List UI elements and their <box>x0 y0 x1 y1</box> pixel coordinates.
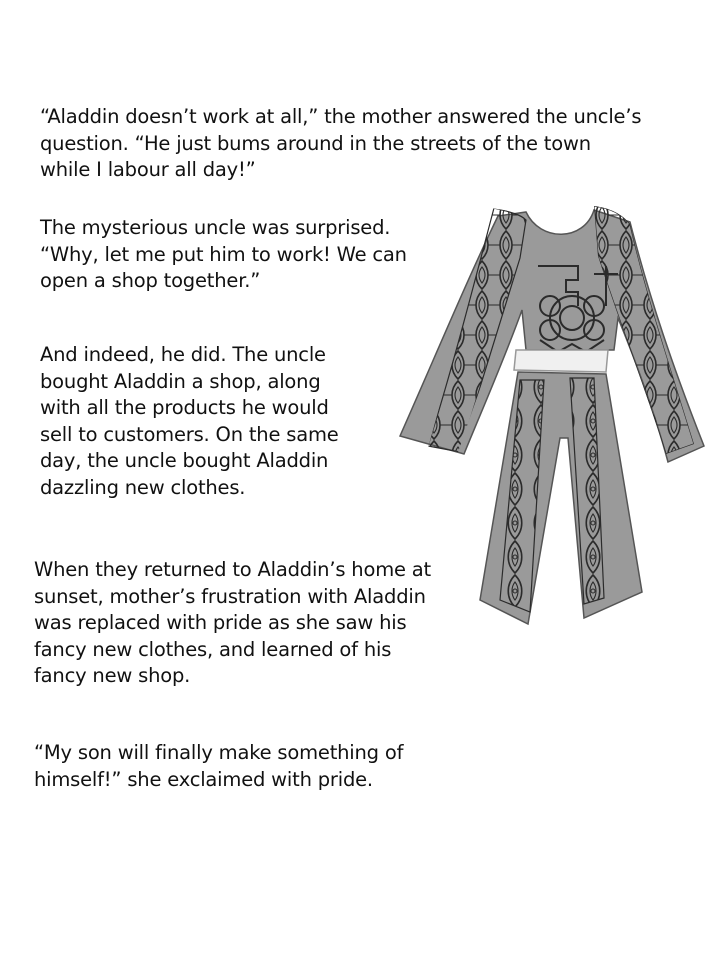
sash <box>514 350 608 372</box>
text-line: question. “He just bums around in the streets of the town <box>40 131 591 155</box>
text-line: fancy new shop. <box>34 664 191 687</box>
story-paragraph-uncle-surprised <box>40 215 407 295</box>
story-paragraph-shop-bought <box>40 342 339 501</box>
text-line: bought Aladdin a shop, along <box>40 369 321 393</box>
text-line: The mysterious uncle was surprised. <box>40 216 391 239</box>
story-paragraph-return-home <box>34 557 431 690</box>
text-line: day, the uncle bought Aladdin <box>40 449 329 472</box>
text-line: “Aladdin doesn’t work at all,” the mother answered the uncle’s <box>40 105 642 128</box>
text-line: dazzling new clothes. <box>40 475 246 499</box>
text-line: himself!” she exclaimed with pride. <box>34 767 373 791</box>
clothing-outfit-icon <box>398 200 710 630</box>
text-line: with all the products he would <box>40 396 329 419</box>
story-paragraph-mother-exclaims <box>34 740 403 793</box>
text-line: And indeed, he did. The uncle <box>40 343 326 366</box>
text-line: was replaced with pride as she saw his <box>34 611 407 634</box>
text-line: while I labour all day!” <box>40 158 256 181</box>
text-line: fancy new clothes, and learned of his <box>34 637 392 661</box>
text-line: sunset, mother’s frustration with Aladdin <box>34 584 426 608</box>
text-line: open a shop together.” <box>40 269 261 292</box>
story-paragraph-uncle-question <box>40 104 641 184</box>
text-line: sell to customers. On the same <box>40 422 339 446</box>
text-line: When they returned to Aladdin’s home at <box>34 558 431 581</box>
text-line: “My son will finally make something of <box>34 741 404 764</box>
text-line: “Why, let me put him to work! We can <box>40 242 407 266</box>
